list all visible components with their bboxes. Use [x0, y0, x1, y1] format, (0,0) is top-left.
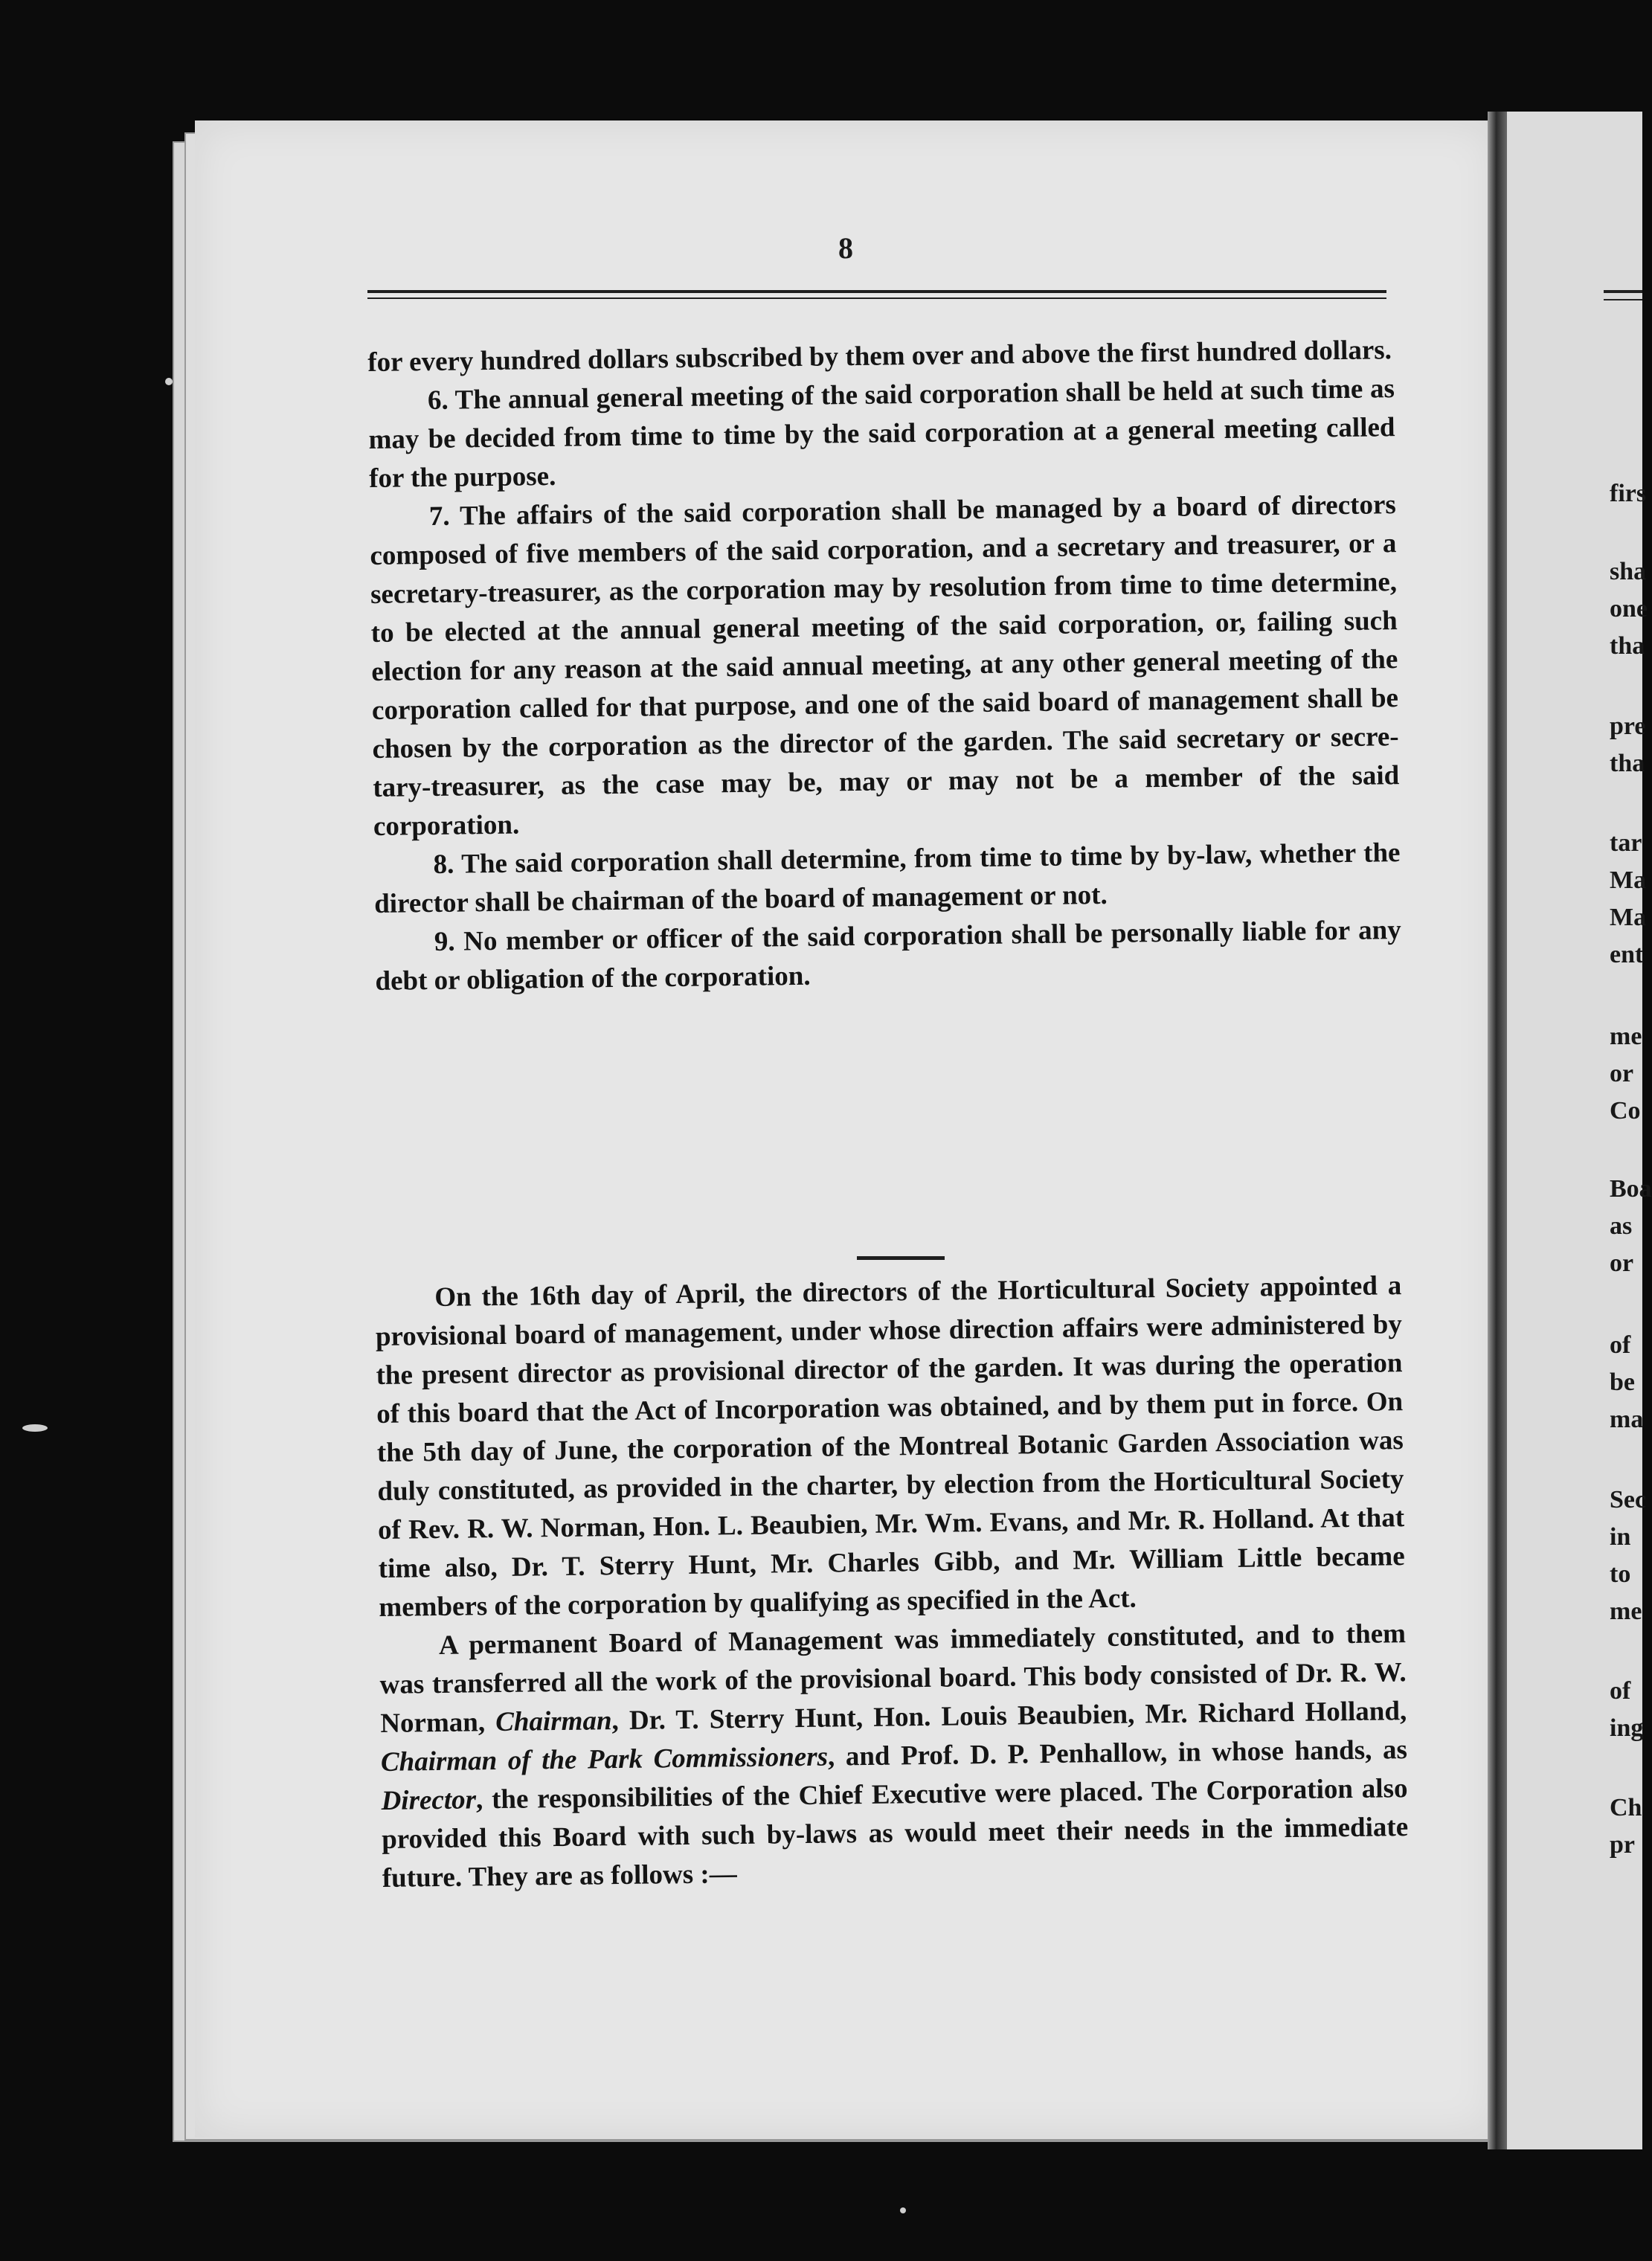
board-italic-chairman: Chairman — [495, 1705, 612, 1738]
facing-fragment: Ch — [1610, 1794, 1642, 1821]
paragraph-clause-9: 9. No member or officer of the said corporation shall be personally liable for any debt or obligation of the corporation. — [375, 915, 1401, 997]
board-italic-park-chairman: Chairman of the Park Commissioners — [380, 1741, 829, 1778]
facing-fragment: be — [1610, 1368, 1635, 1396]
facing-fragment: pre — [1610, 713, 1646, 740]
facing-fragment: pr — [1610, 1831, 1635, 1859]
board-text-1: A permanent Board of Management was immediately constituted, and to them was transferred all the work of the provisional board. This body consisted of Dr. R. W. Norman, — [379, 1618, 1407, 1739]
facing-fragment: ing — [1610, 1714, 1644, 1742]
facing-fragment: to — [1610, 1560, 1631, 1588]
top-text-block — [367, 331, 1402, 1001]
board-text-2: , Dr. T. Sterry Hunt, Hon. Louis Beaubien, Mr. Richard Holland, — [611, 1696, 1407, 1737]
facing-fragment: in — [1610, 1523, 1631, 1551]
board-text-3: , and Prof. D. P. Penhallow, in whose hands, as — [827, 1734, 1408, 1772]
facing-fragment: one — [1610, 595, 1648, 623]
section-divider — [857, 1256, 945, 1260]
bottom-text-block — [375, 1267, 1409, 1898]
page-number: 8 — [838, 231, 853, 265]
header-rule — [367, 298, 1386, 299]
facing-fragment: firs — [1610, 480, 1647, 507]
paragraph-board — [379, 1615, 1409, 1898]
facing-fragment: tar — [1610, 829, 1642, 857]
facing-fragment: Ma — [1610, 904, 1647, 931]
facing-fragment: as — [1610, 1212, 1633, 1240]
facing-fragment: ma — [1610, 1406, 1644, 1433]
facing-fragment: or — [1610, 1250, 1634, 1277]
dust-speck — [900, 2207, 906, 2213]
board-text-4: , the responsibilities of the Chief Executive were placed. The Corporation also provided this Board with such by-laws as would meet their needs in the immediate future. They are as follows :— — [381, 1773, 1409, 1894]
facing-fragment: tha — [1610, 632, 1645, 660]
facing-fragment: ent — [1610, 941, 1644, 968]
document-page — [195, 120, 1497, 2138]
facing-fragment: of — [1610, 1331, 1631, 1359]
facing-fragment: sha — [1610, 558, 1647, 585]
facing-fragment: Boa — [1610, 1175, 1652, 1203]
facing-fragment: tha — [1610, 750, 1645, 777]
facing-header-rule — [1604, 299, 1642, 300]
dust-speck — [22, 1424, 48, 1432]
paragraph-clause-6: 6. The annual general meeting of the said corporation shall be held at such time as may be decided from time to time by the said corporation at a general meeting called for the purpose. — [368, 373, 1395, 494]
book-spine — [1488, 112, 1507, 2149]
paragraph-continuation: for every hundred dollars subscribed by them over and above the first hundred dollars. — [367, 335, 1392, 378]
facing-fragment: Sec — [1610, 1486, 1647, 1514]
board-italic-director: Director — [381, 1784, 477, 1816]
paragraph-clause-8: 8. The said corporation shall determine, from time to time by by-law, whether the director shall be chairman of the board of management or not. — [373, 837, 1401, 919]
facing-fragment: me — [1610, 1598, 1642, 1625]
facing-page — [1507, 112, 1652, 2149]
paragraph-clause-7: 7. The affairs of the said corporation shall be managed by a board of directors composed of five members of the said corporation, and a secretary and treasurer, or a secretary-treasurer, as the corporation may by resolution from time to time determine, to be elected at the annual general meeting of the said corporation, or, failing such election for any reason at the said annual meeting, at any other general meeting of the corporation called for that purpose, and one of the said board of management shall be chosen by the corporation as the director of the garden. The said secretary or secretary-treasurer, as the case may be, may or may not be a member of the said corporation. — [370, 489, 1400, 842]
facing-fragment: or — [1610, 1060, 1634, 1087]
paragraph-history: On the 16th day of April, the directors of the Horticultural Society appointed a provisional board of management, under whose direction affairs were administered by the present director as provisional director of the garden. It was during the operation of this board that the Act of Incorporation was obtained, and by them put in force. On the 5th day of June, the corporation of the Montreal Botanic Garden Association was duly constituted, as provided in the charter, by election from the Horticultural Society of Rev. R. W. Norman, Hon. L. Beaubien, Mr. Wm. Evans, and Mr. R. Holland. At that time also, Dr. T. Sterry Hunt, Mr. Charles Gibb, and Mr. William Little became members of the corporation by qualifying as specified in the Act. — [375, 1270, 1405, 1623]
facing-header-rule — [1604, 290, 1642, 293]
facing-fragment: Co — [1610, 1097, 1641, 1125]
facing-fragment: Ma — [1610, 866, 1647, 894]
header-rule — [367, 290, 1386, 293]
facing-fragment: of — [1610, 1677, 1631, 1705]
facing-fragment: me — [1610, 1023, 1642, 1050]
dust-speck — [165, 378, 173, 385]
